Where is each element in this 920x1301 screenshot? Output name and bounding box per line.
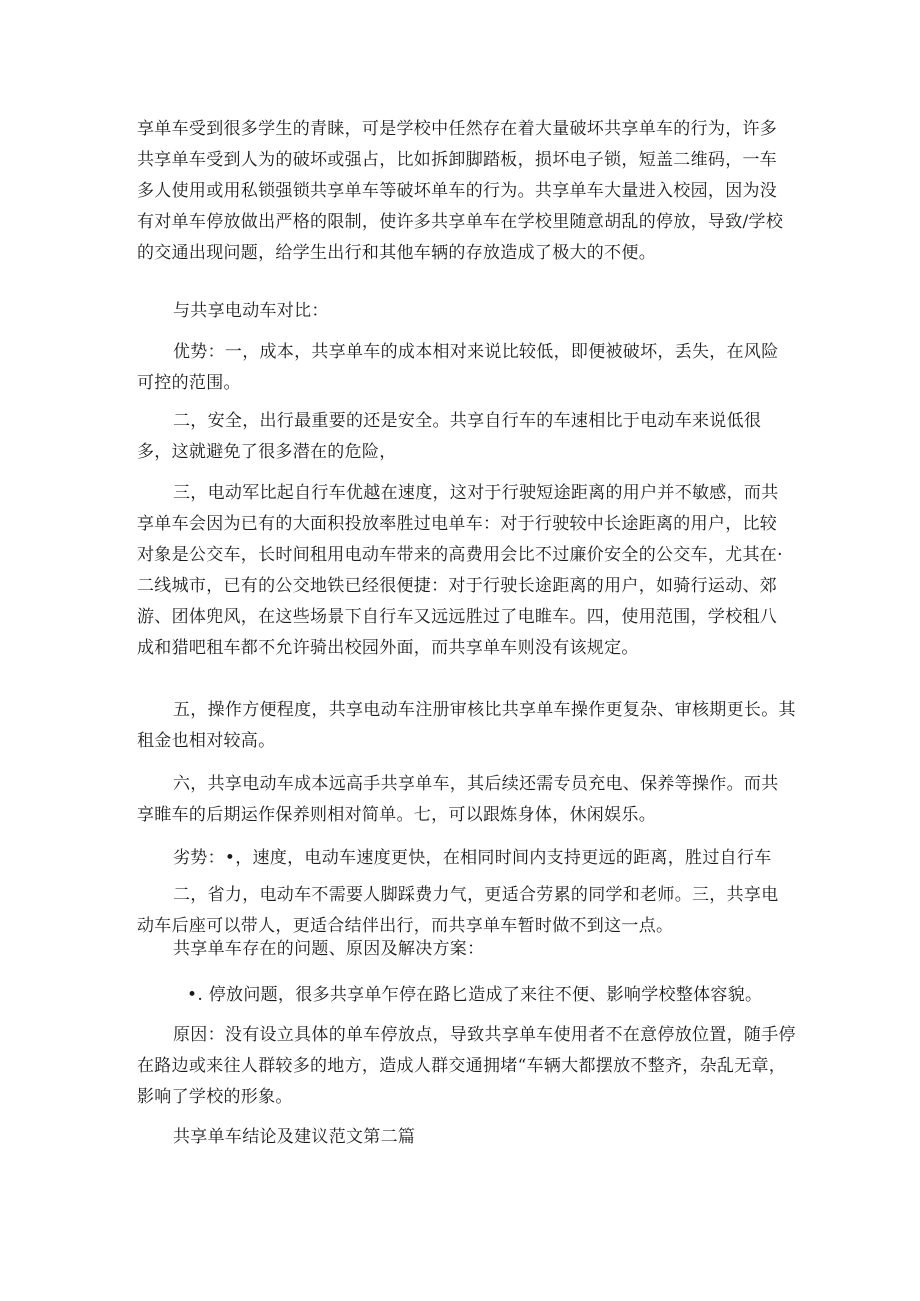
paragraph-advantage-cost — [137, 337, 787, 399]
text-line: 有对单车停放做出严格的限制，使许多共享单车在学校里随意胡乱的停放，导致/学校 — [137, 212, 784, 232]
text-line: 五，操作方便程度，共享电动车注册审核比共享单车操作更复杂、审核期更长。其 — [173, 700, 796, 720]
text-line: 动车后座可以带人，更适合结伴出行，而共享单车暂时做不到这一点。 — [137, 916, 674, 936]
text-line: 租金也相对较高。 — [137, 731, 276, 751]
paragraph-problems-heading — [137, 934, 787, 965]
text-line: 可控的范围。 — [137, 373, 241, 393]
text-line: 二线城市，已有的公交地铁已经很便捷：对于行驶长途距离的用户，如骑行运动、郊 — [137, 576, 778, 596]
text-line: 的交通出现问题，给学生出行和其他车辆的存放造成了极大的不便。 — [137, 243, 656, 263]
text-line: 享睢车的后期运作保养则相对简单。七，可以跟炼身体，休闲娱乐。 — [137, 805, 656, 825]
text-line: 共享单车存在的问题、原因及解决方案： — [173, 939, 485, 959]
text-line: 多人使用或用私锁强锁共享单车等破坏单车的行为。共享单车大量进入校园，因为没 — [137, 181, 778, 201]
paragraph-disadvantage-speed — [137, 843, 787, 874]
text-line: 三，电动军比起自行车优越在速度，这对于行驶短途距离的用户并不敏感，而共 — [173, 483, 779, 503]
text-line: 二，省力，电动车不需要人脚踩费力气，更适合劳累的同学和老师。三，共享电 — [173, 885, 779, 905]
text-line: 劣势：•，速度，电动车速度更快，在相同时间内支持更远的距离，胜过自行车 — [173, 848, 772, 868]
text-line: 享单车受到很多学生的青睐，可是学校中任然存在着大量破坏共享单车的行为，许多 — [137, 119, 778, 139]
text-line: 原因：没有设立具体的单车停放点，导致共享单车使用者不在意停放位置，随手停 — [173, 1025, 796, 1045]
paragraph-comparison-heading — [137, 296, 787, 327]
paragraph-cause — [137, 1020, 796, 1113]
paragraph-parking-problem — [137, 980, 787, 1011]
paragraph-advantage-safety — [137, 406, 787, 468]
text-line: 与共享电动车对比： — [173, 301, 329, 321]
text-line: 共享单车结论及建议范文第二篇 — [173, 1127, 416, 1147]
text-line: 多，这就避免了很多潜在的危险， — [137, 442, 397, 462]
text-line: 对象是公交车，长时间租用电动车带来的高费用会比不过廉价安全的公交车，尤其在· — [137, 545, 783, 565]
text-line: 优势：一，成本，共享单车的成本相对来说比较低，即便被破坏，丢失，在风险 — [173, 342, 779, 362]
paragraph-advantage-maintenance — [137, 769, 787, 831]
text-line: 成和猎吧租车都不允许骑出校园外面，而共享单车则没有该规定。 — [137, 638, 639, 658]
section-heading-second — [137, 1122, 787, 1153]
text-line: 共享单车受到人为的破坏或强占，比如拆卸脚踏板，损坏电子锁，短盖二维码，一车 — [137, 150, 778, 170]
text-line: 在路边或来往人群较多的地方，造成人群交通拥堵“车辆大都摆放不整齐，杂乱无章， — [137, 1056, 787, 1076]
paragraph-damage — [137, 114, 787, 269]
text-line: 游、团体兜风，在这些场景下自行车又远远胜过了电睢车。四，使用范围，学校租八 — [137, 607, 778, 627]
paragraph-disadvantage-effort — [137, 880, 787, 942]
text-line: •. 停放问题，很多共享单乍停在路匕造成了来往不便、影响学校整体容貌。 — [187, 985, 763, 1005]
paragraph-advantage-speed — [137, 478, 787, 664]
paragraph-advantage-operation — [137, 695, 796, 757]
text-line: 六，共享电动车成本远高手共享单车，其后续还需专员充电、保养等操作。而共 — [173, 774, 779, 794]
text-line: 享单车会因为已有的大面积投放率胜过电单车：对于行驶较中长途距离的用户，比较 — [137, 514, 778, 534]
text-line: 二，安全，出行最重要的还是安全。共享自行车的车速相比于电动车来说低很 — [173, 411, 762, 431]
text-line: 影响了学校的形象。 — [137, 1087, 293, 1107]
